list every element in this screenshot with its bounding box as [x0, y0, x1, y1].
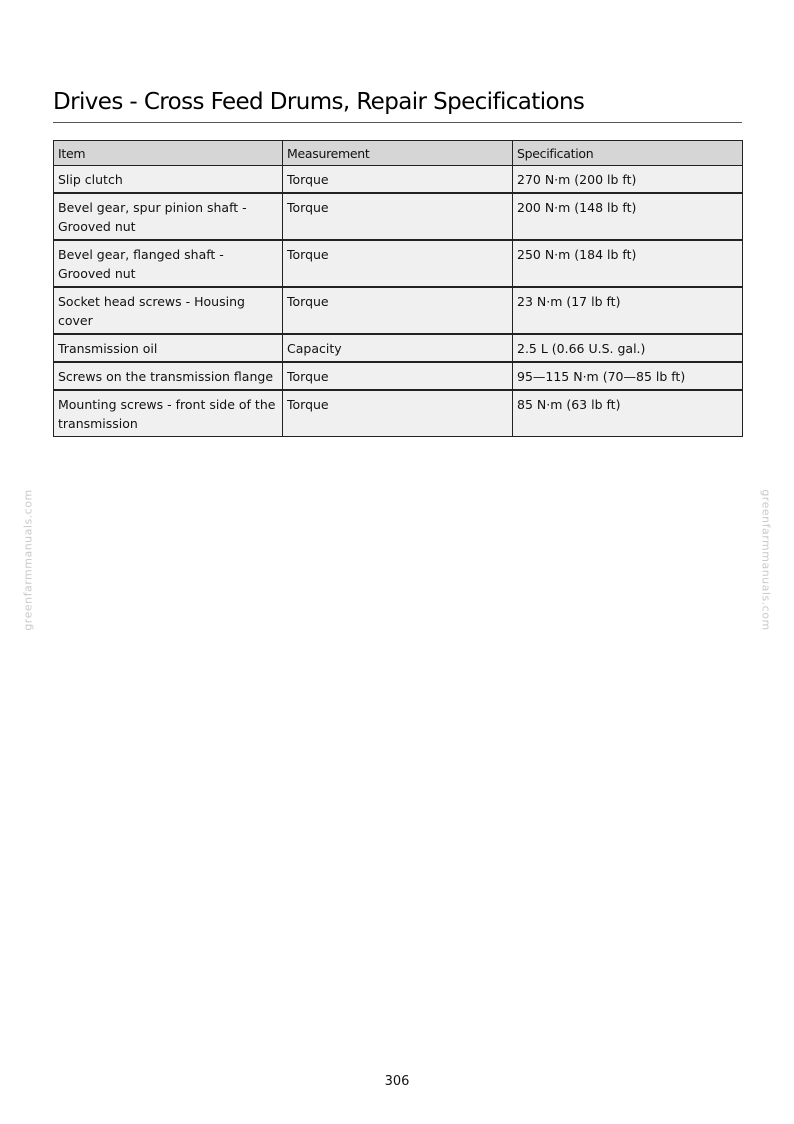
table-row [54, 240, 743, 287]
cell-specification: 85 N·m (63 lb ft) [513, 390, 743, 437]
cell-measurement: Torque [283, 287, 513, 334]
table-row [54, 287, 743, 334]
cell-measurement: Torque [283, 166, 513, 194]
specifications-table [53, 140, 743, 437]
cell-specification: 270 N·m (200 lb ft) [513, 166, 743, 194]
table-row [54, 193, 743, 240]
table-row [54, 334, 743, 362]
column-header-item: Item [54, 141, 283, 166]
cell-item: Transmission oil [54, 334, 283, 362]
cell-measurement: Torque [283, 240, 513, 287]
cell-specification: 23 N·m (17 lb ft) [513, 287, 743, 334]
cell-item: Bevel gear, spur pinion shaft - Grooved nut [54, 193, 283, 240]
table-row [54, 166, 743, 194]
cell-measurement: Torque [283, 362, 513, 390]
page-number: 306 [384, 1074, 410, 1089]
cell-measurement: Torque [283, 193, 513, 240]
column-header-measurement: Measurement [283, 141, 513, 166]
table-row [54, 390, 743, 437]
cell-specification: 2.5 L (0.66 U.S. gal.) [513, 334, 743, 362]
cell-item: Slip clutch [54, 166, 283, 194]
cell-item: Screws on the transmission flange [54, 362, 283, 390]
table-header-row [54, 141, 743, 166]
cell-specification: 250 N·m (184 lb ft) [513, 240, 743, 287]
title-divider [53, 122, 742, 123]
cell-item: Bevel gear, flanged shaft - Grooved nut [54, 240, 283, 287]
table-row [54, 362, 743, 390]
watermark-right: greenfarmmanuals.com [759, 489, 773, 631]
cell-measurement: Torque [283, 390, 513, 437]
cell-specification: 200 N·m (148 lb ft) [513, 193, 743, 240]
cell-item: Socket head screws - Housing cover [54, 287, 283, 334]
column-header-specification: Specification [513, 141, 743, 166]
page-title: Drives - Cross Feed Drums, Repair Specifications [53, 89, 585, 115]
cell-measurement: Capacity [283, 334, 513, 362]
watermark-left: greenfarmmanuals.com [21, 489, 35, 631]
cell-specification: 95—115 N·m (70—85 lb ft) [513, 362, 743, 390]
cell-item: Mounting screws - front side of the transmission [54, 390, 283, 437]
